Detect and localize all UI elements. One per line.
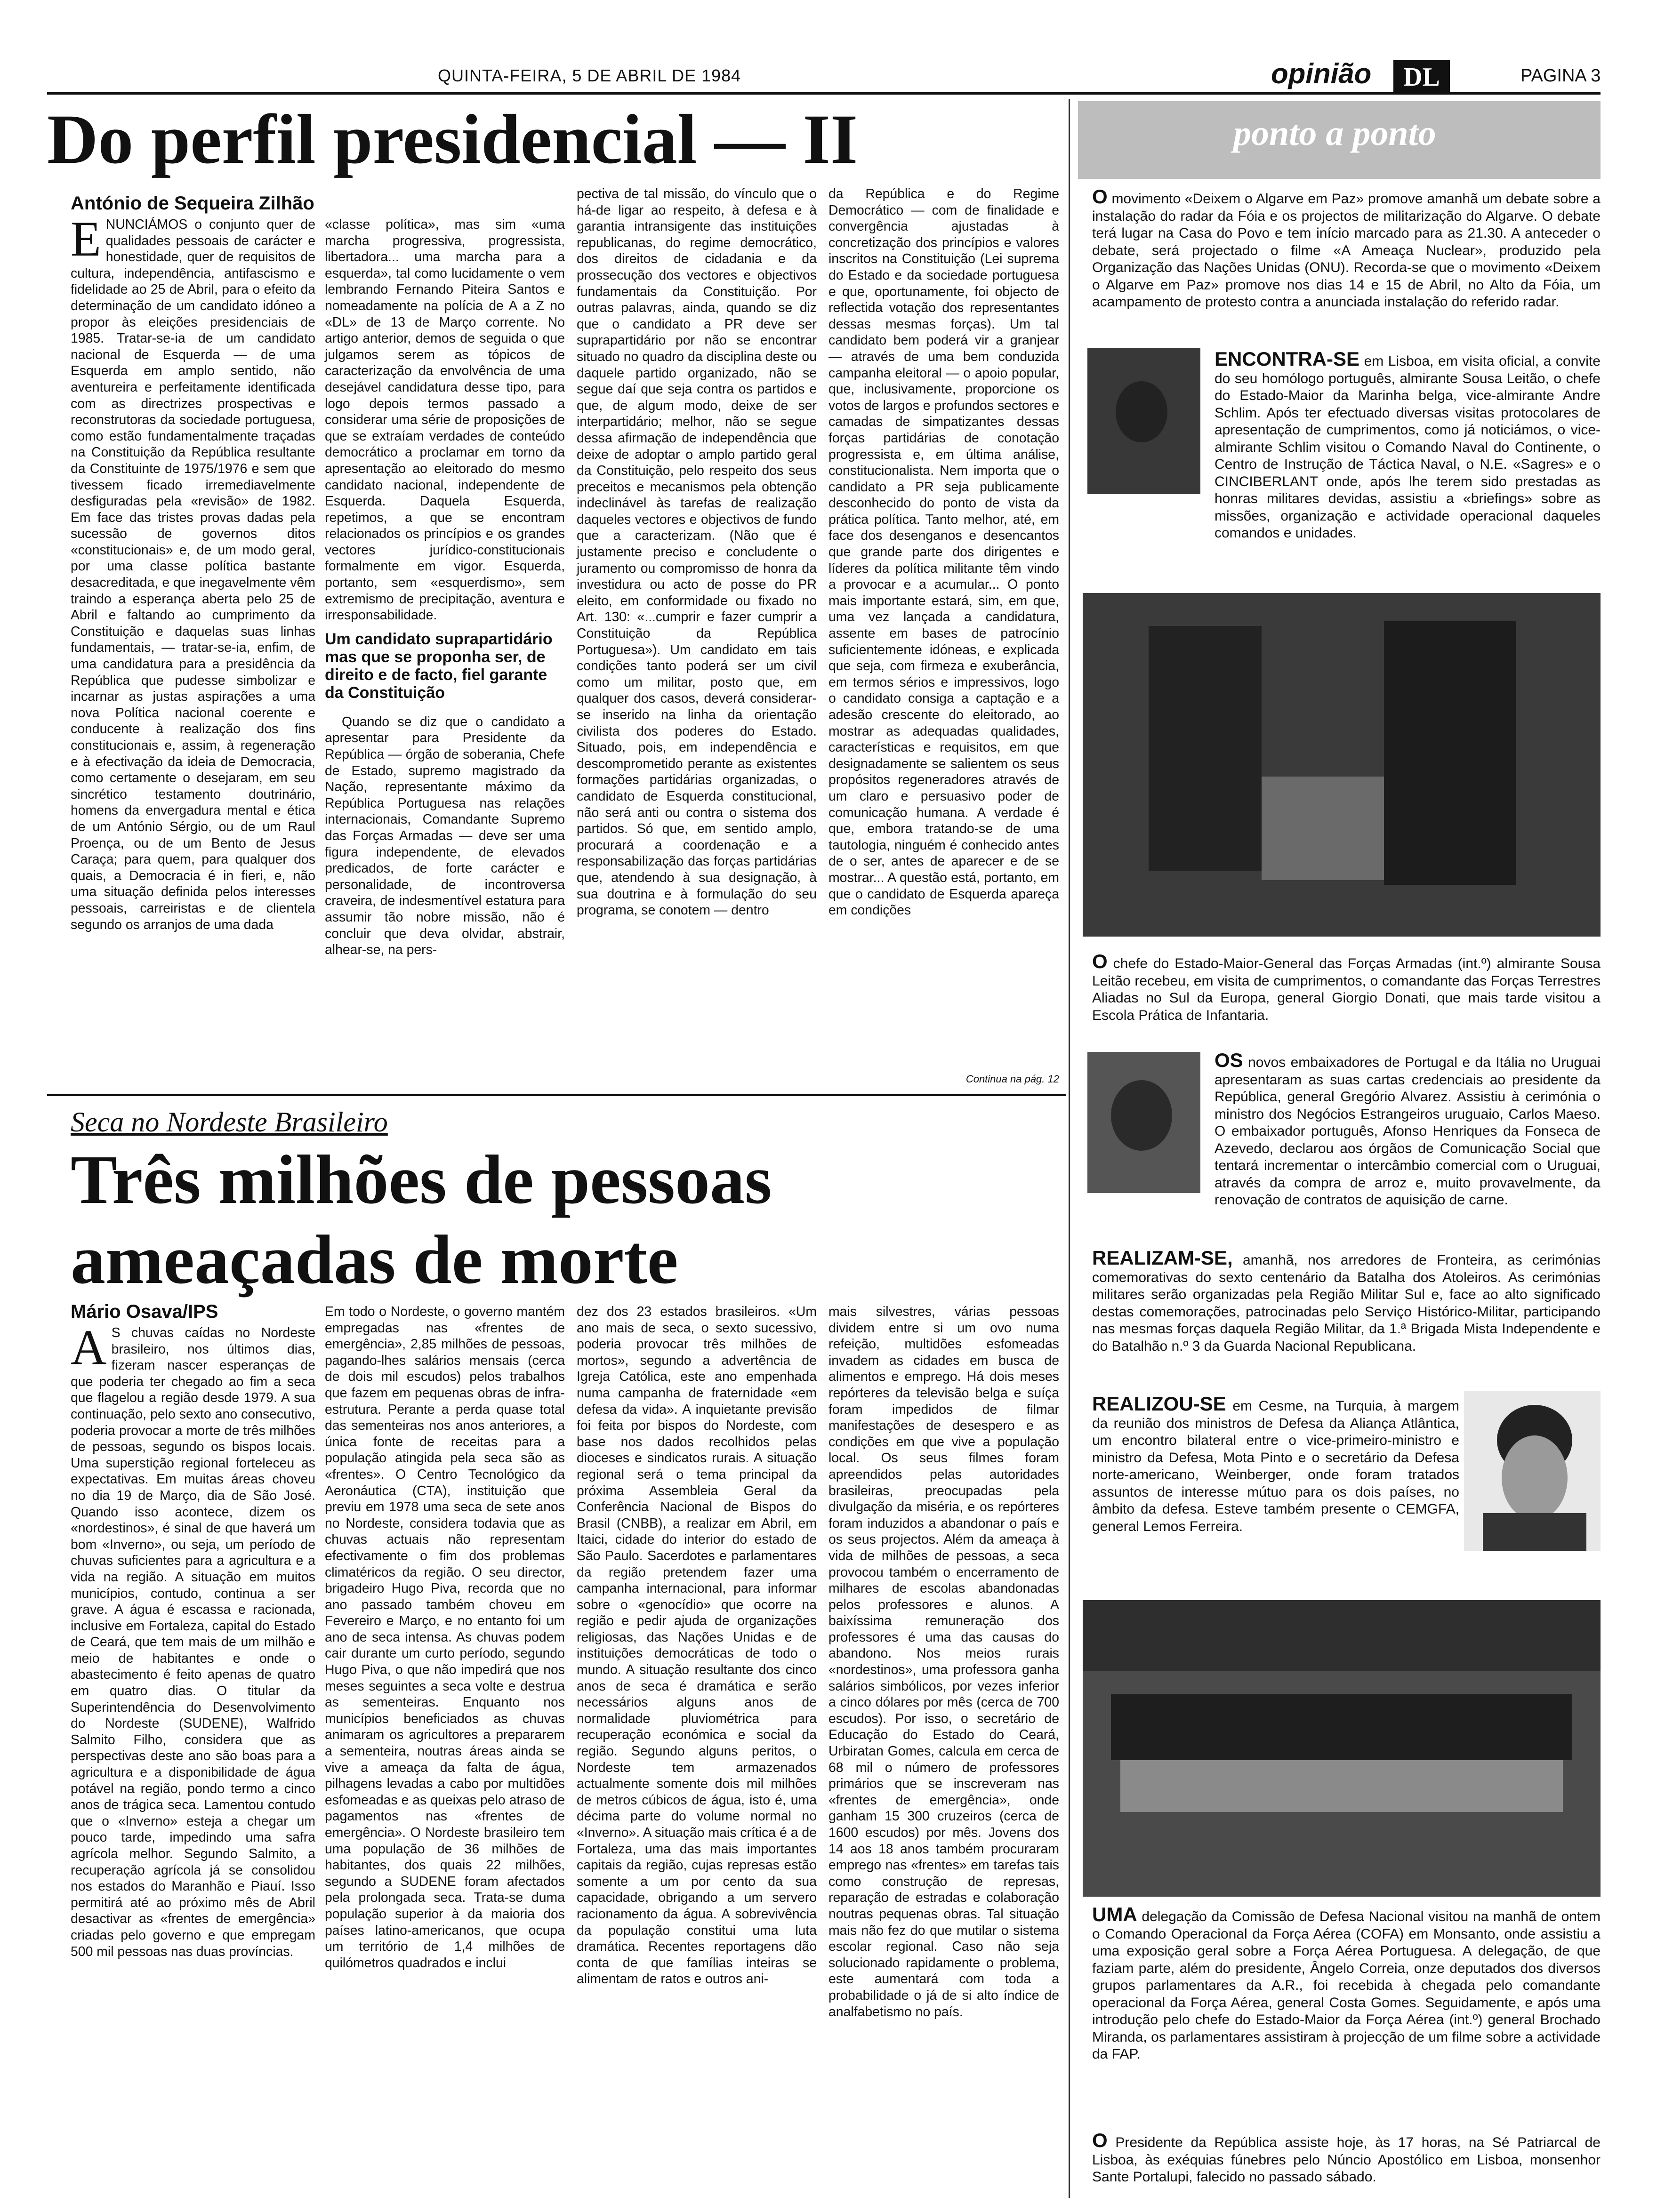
article2-byline: Mário Osava/IPS [71, 1301, 218, 1322]
brief-text: amanhã, nos arredores de Fronteira, as cerimónias comemorativas do sexto centenário da Batalha dos Atoleiros. As cerimónias militares serão organizadas pela Região Militar Sul e, face ao alto significado destas comemorações, patrocinadas pelo Serviço Histórico-Militar, participando nas mesmas forças daquela Região Militar, da 1.ª Brigada Mista Independente e do Batalhão n.º 3 da Guarda Nacional Republicana. [1092, 1252, 1601, 1354]
sidebar-title: ponto a ponto [1233, 113, 1436, 153]
brief-item [1092, 2129, 1601, 2193]
article1-col4-text: da República e do Regime Democrático — com de finalidade e convergência ajustadas à concretização dos princípios e valores inscritos na Constituição (Lei suprema do Estado e da sociedade portuguesa e que, oportunamente, foi objecto de reflectida votação dos representantes dessas mesmas forças). Um tal candidato bem poderá vir a granjear — através de uma bem conduzida campanha eleitoral — o apoio popular, que, inclusivamente, proporcione os votos de largos e profundos sectores e camadas de simpatizantes dessas forças partidárias de conotação progressista e, em última análise, constitucionalista. Nem importa que o candidato a PR seja publicamente desconhecido do ponto de vista da prática política. Tanto melhor, até, em face dos desenganos e desencantos que grande parte dos dirigentes e líderes da política militante têm vindo a provocar e a acumular... O ponto mais importante estará, sim, em que, uma vez lançada a candidatura, assente em bases de patrocínio suficientemente idóneas, e explicada que seja, com firmeza e exuberância, em termos sérios e impressivos, logo o candidato consiga a captação e a adesão crescente do eleitorado, ao mostrar as adequadas qualidades, características e requisitos, em que designadamente se salientem os seus propósitos regeneradores através de um claro e persuasivo poder de comunicação humana. A verdade é que, embora tratando-se de uma tautologia, ninguém é conhecido antes de o ser, antes de aparecer e de se mostrar... A questão está, portanto, em que o candidato de Esquerda apareça em condições [828, 186, 1059, 918]
brief-item [1092, 950, 1601, 1023]
portrait-head [1111, 1080, 1172, 1151]
brief-item [1092, 185, 1601, 362]
brief-text: novos embaixadores de Portugal e da Itália no Uruguai apresentaram as suas cartas credenciais ao presidente da República, general Gregório Alvarez. Assistiu à cerimónia o ministro dos Negócios Estrangeiros uruguaio, Carlos Maeso. O embaixador português, Afonso Henriques da Fonseca de Azevedo, declarou aos órgãos de Comunicação Social que tentará incrementar o intercâmbio comercial com o Uruguai, através da compra de arroz e, muito provavelmente, da renovação de contratos de aquisição de carne. [1215, 1055, 1601, 1208]
brief-lead: ENCONTRA-SE [1215, 348, 1360, 370]
header-rule [47, 92, 1601, 95]
brief-text: delegação da Comissão de Defesa Nacional visitou na manhã de ontem o Comando Operacional da Força Aérea (COFA) em Monsanto, onde assistiu a uma exposição geral sobre a Força Aérea Portuguesa. A delegação, de que faziam parte, além do presidente, Ângelo Correia, onze deputados dos diversos grupos parlamentares da A.R., foi recebida à chegada pelo comandante operacional da Força Aérea, general Costa Gomes. Seguidamente, e após uma introdução pelo chefe do Estado-Maior da Força Aérea (int.º) general Brochado Miranda, os parlamentares assistiram à projecção de um filme sobre a actividade da FAP. [1092, 1909, 1601, 2062]
figure-left [1149, 626, 1262, 871]
photo-military-meeting [1083, 593, 1601, 937]
brief-text: em Lisboa, em visita oficial, a convite do seu homólogo português, almirante Sousa Leitão, o chefe do Estado-Maior da Marinha belga, vice-almirante Andre Schlim. Após ter efectuado diversas visitas protocolares de apresentação de cumprimentos, como já noticiámos, o vice-almirante Schlim visitou o Comando Naval do Continente, o Centro de Instrução de Táctica Naval, o N.E. «Sagres» e o CINCIBERLANT onde, após lhe terem sido prestadas as honras militares devidas, assistiu a «briefings» sobre as missões, organização e actividade operacional daqueles comandos e unidades. [1215, 353, 1601, 541]
brief-text: em Cesme, na Turquia, à margem da reunião dos ministros de Defesa da Aliança Atlântica, um encontro bilateral entre o vice-primeiro-ministro e ministro da Defesa, Mota Pinto e o secretário da Defesa norte-americano, Weinberger, onde foram tratados assuntos de interesse mútuo para os dois países, no âmbito da defesa. Esteve também presente o CEMGFA, general Lemos Ferreira. [1092, 1398, 1459, 1534]
article1-title: Do perfil presidencial — II [47, 100, 858, 178]
brief-item [1092, 1903, 1601, 2120]
brief-lead: REALIZAM-SE, [1092, 1247, 1233, 1269]
article1-column-4 [828, 186, 1059, 1073]
photo-admiral-schlim [1087, 348, 1200, 494]
article1-byline: António de Sequeira Zilhão [71, 193, 314, 214]
article1-col1-text: NUNCIÁMOS o conjunto quer de qualidades pessoais de carácter e honestidade, quer de requisitos de cultura, independência, antifascismo e fidelidade ao 25 de Abril, para o efeito da determinação de um candidato idóneo a propor às eleições presidenciais de 1985. Tratar-se-ia de um candidato nacional de Esquerda — de uma Esquerda em amplo sentido, não aventureira e perfeitamente identificada com as directrizes prospectivas e reconstrutoras da sociedade portuguesa, como estão fundamentalmente traçadas na Constituição da República resultante da Constituinte de 1975/1976 e sem que tivessem ficado irremediavelmente desfiguradas pela «revisão» de 1982. Em face das tristes provas dadas pela sucessão de governos ditos «constitucionais» e, de um modo geral, por uma classe política bastante desacreditada, e que inegavelmente vêm traindo a esperança aberta pelo 25 de Abril e faltando ao cumprimento da Constituição e daquelas suas linhas fundamentais, — tratar-se-ia, enfim, de uma candidatura para a presidência da República que pudesse simbolizar e incarnar as justas aspirações a uma nova Política nacional coerente e conducente à realização dos fins constitucionais e, assim, à regeneração e à efectivação da ideia de Democracia, como certamente o desejaram, em seu sincrético testamento doutrinário, homens da envergadura mental e ética de um António Sérgio, ou de um Raul Proença, ou de um Bento de Jesus Caraça; para quem, para qualquer dos quais, a Democracia é in fieri, e, não uma situação definida pelos interesses pessoais, carreiristas e de clientela segundo os arranjos de uma dada [71, 217, 315, 932]
wall [1083, 1600, 1601, 1671]
conference-table [1120, 1755, 1563, 1812]
photo-parliament-delegation [1083, 1600, 1601, 1897]
portrait-head [1116, 381, 1167, 442]
article1-dropcap: E [71, 211, 101, 266]
brief-lead: O [1092, 185, 1108, 208]
article1-col2b-text: Quando se diz que o candidato a apresentar para Presidente da República — órgão de soberania, Chefe de Estado, supremo magistrado da Nação, representante máximo da República Portuguesa nas relações internacionais, Comandante Supremo das Forças Armadas — deve ser uma figura independente, de elevados predicados, de forte carácter e personalidade, de incontroversa craveira, de indesmentível estatura para assumir tão nobre missão, não é concluir que deva olvidar, abstrair, alhear-se, na pers- [325, 714, 565, 958]
article1-subhead: Um candidato suprapartidário mas que se proponha ser, de direito e de facto, fiel garante da Constituição [325, 630, 553, 702]
brief-item [1092, 1247, 1601, 1372]
photo-mota-pinto [1464, 1391, 1601, 1551]
article2-column-1 [71, 1320, 315, 2191]
brief-lead: OS [1215, 1049, 1243, 1071]
sidebar-divider [1069, 99, 1070, 2198]
article1-column-1 [71, 211, 315, 1092]
section-name: opinião [1271, 58, 1372, 89]
article1-column-2 [325, 216, 565, 1092]
article2-column-4 [828, 1304, 1059, 2191]
brief-text: Presidente da República assiste hoje, às 17 horas, na Sé Patriarcal de Lisboa, às exéquias fúnebres pelo Núncio Apostólico em Lisboa, monsenhor Sante Portalupi, falecido no passado sábado. [1092, 2135, 1601, 2185]
article2-title-line2: ameaçadas de morte [71, 1221, 678, 1298]
newspaper-logo: DL [1393, 60, 1450, 94]
brief-item [1092, 1395, 1459, 1570]
brief-text: chefe do Estado-Maior-General das Forças Armadas (int.º) almirante Sousa Leitão recebeu, em visita de cumprimentos, o comandante das Forças Terrestres Aliadas no Sul da Europa, general Giorgio Donati, que mais tarde visitou a Escola Prática de Infantaria. [1092, 956, 1601, 1023]
brief-lead: REALIZOU-SE [1092, 1393, 1226, 1415]
article1-col2a-text: «classe política», mas sim «uma marcha progressiva, progressista, libertadora... uma marcha para a esquerda», tal como lucidamente o vem lembrando Fernando Piteira Santos e nomeadamente na polícia de A a Z no «DL» de 13 de Março corrente. No artigo anterior, demos de seguida o que julgamos serem as tópicos de caracterização da envolvência de uma desejável candidatura desse tipo, para logo depois termos passado a considerar uma série de proposições de que se extraíam verdades de conteúdo democrático a proclamar em torno da apresentação ao eleitorado do mesmo candidato nacional, independente de Esquerda. Daquela Esquerda, repetimos, a que se encontram relacionados os princípios e os grandes vectores jurídico-constitucionais formalmente em vigor. Esquerda, portanto, sem «esquerdismo», sem extremismo de precipitação, aventura e irresponsabilidade. [325, 217, 565, 623]
article2-column-3 [577, 1304, 817, 2191]
photo-ambassador [1087, 1052, 1200, 1193]
article1-column-3 [577, 186, 817, 1092]
issue-date: QUINTA-FEIRA, 5 DE ABRIL DE 1984 [438, 66, 741, 85]
article2-col4-text: mais silvestres, várias pessoas dividem entre si um ovo numa refeição, multidões esfomeadas invadem as cidades em busca de alimentos e emprego. Há dois meses repórteres da televisão belga e suíça foram impedidos de filmar manifestações de desespero e as condições em que vive a população local. Os seus filmes foram apreendidos pelas autoridades brasileiras, preocupadas pela divulgação da miséria, e os repórteres foram induzidos a abandonar o país e os seus projectos. Além da ameaça à vida de milhões de pessoas, a seca provocou também o encerramento de milhares de escolas abandonadas pelos professores e alunos. A baixíssima remuneração dos professores é uma das causas do abandono. Nos meios rurais «nordestinos», uma professora ganha salários simbólicos, por vezes inferior a cinco dólares por mês (cerca de 700 escudos). Por isso, o secretário de Educação do Estado do Ceará, Urbiratan Gomes, calcula em cerca de 68 mil o número de professores primários que se inscreveram nas «frentes de emergência», onde ganham 15 300 cruzeiros (cerca de 1600 escudos) por mês. Jovens dos 14 aos 18 anos também procuraram emprego nas «frentes» em tarefas tais como construção de represas, reparação de estradas e colaboração noutras pequenas obras. Tal situação mais não fez do que mutilar o sistema escolar regional. Caso não seja solucionado rapidamente o problema, este aumentará com toda a probabilidade o já de si alto índice de analfabetismo no país. [828, 1304, 1059, 2020]
page-number: PAGINA 3 [1520, 66, 1601, 86]
table [1262, 777, 1384, 880]
brief-item [1215, 348, 1601, 541]
article2-title-line1: Três milhões de pessoas [71, 1141, 772, 1218]
article1-col3-text: pectiva de tal missão, do vínculo que o há-de ligar ao respeito, à defesa e à garantia intransigente das instituições republicanas, do regime democrático, dos direitos de cidadania e da prossecução dos vectores e objectivos fundamentais da Constituição. Por outras palavras, ainda, quando se diz que o candidato a PR deve ser suprapartidário por não se encontrar situado no quadro da disciplina deste ou daquele partido organizado, não se segue daí que seja contra os partidos e que, de algum modo, deixe de ser interpartidário; melhor, não se segue dessa afirmação de independência que deixe de adoptar o amplo partido geral da Constituição, pelo respeito dos seus preceitos e mecanismos pela obtenção indeclinável às tarefas de realização daqueles vectores e objectivos de fundo que a caracterizam. (Não que é justamente preciso e concludente o juramento ou compromisso de honra da investidura ou acto de posse do PR eleito, em conformidade ou fixado no Art. 130: «...cumprir e fazer cumprir a Constituição da República Portuguesa»). Um candidato em tais condições tanto poderá ser um civil como um militar, posto que, em qualquer dos casos, deverá considerar-se inserido na linha da orientação civilista dos poderes do Estado. Situado, pois, em independência e descomprometido perante as existentes formações partidárias organizadas, o candidato de Esquerda constitucional, não será anti ou contra o sistema dos partidos. Só que, em sentido amplo, procurará a coordenação e a responsabilização das forças partidárias que, atendendo à sua designação, à sua doutrina e à formulação do seu programa, se conotem — dentro [577, 186, 817, 918]
article1-continued: Continua na pág. 12 [965, 1073, 1059, 1085]
brief-lead: O [1092, 950, 1108, 972]
portrait-suit [1483, 1513, 1586, 1551]
section-divider [47, 1094, 1066, 1096]
article2-kicker: Seca no Nordeste Brasileiro [71, 1106, 388, 1138]
brief-text: movimento «Deixem o Algarve em Paz» promove amanhã um debate sobre a instalação do radar da Fóia e os projectos de militarização do Algarve. O debate terá lugar na Casa do Povo e tem início marcado para as 21.30. A anteceder o debate, será projectado o filme «A Ameaça Nuclear», produzido pela Organização das Nações Unidas (ONU). Recorda-se que o movimento «Deixem o Algarve em Paz» promove nos dias 14 e 15 de Abril, no Alto da Fóia, um acampamento de protesto contra a anunciada instalação do referido radar. [1092, 191, 1601, 310]
figure-right [1384, 621, 1516, 885]
article2-column-2 [325, 1304, 565, 2191]
brief-item [1215, 1049, 1601, 1212]
article2-dropcap: A [71, 1320, 107, 1375]
seated-people [1111, 1694, 1572, 1760]
article2-col1-text: S chuvas caídas no Nordeste brasileiro, nos últimos dias, fizeram nascer esperanças de que poderia ter chegado ao fim a seca que flagelou a região desde 1979. A sua continuação, pelo sexto ano consecutivo, poderia provocar a morte de três milhões de pessoas, segundo os bispos locais. Uma superstição regional forteleceu as expectativas. Em muitas áreas choveu no dia 19 de Março, dia de São José. Quando isso acontece, dizem os «nordestinos», é sinal de que haverá um bom «Inverno», ou seja, um período de chuvas suficientes para a agricultura e a vida na região. A situação em muitos municípios, contudo, continua a ser grave. A água é escassa e racionada, inclusive em Fortaleza, capital do Estado de Ceará, que tem mais de um milhão e meio de habitantes e onde o abastecimento é feito apenas de quatro em quatro dias. O titular da Superintendência do Desenvolvimento do Nordeste (SUDENE), Walfrido Salmito Filho, considera que as perspectivas deste ano são boas para a agricultura e a disponibilidade de água potável na região, pondo termo a cinco anos de trágica seca. Lamentou contudo que o «Inverno» esteja a chegar um pouco tarde, impedindo uma safra agrícola melhor. Segundo Salmito, a recuperação agrícola já se consolidou nos estados do Maranhão e Piauí. Isso permitirá até ao próximo mês de Abril desactivar as «frentes de emergência» criadas pelo governo e que empregam 500 mil pessoas nas duas províncias. [71, 1325, 315, 1959]
article2-col3-text: dez dos 23 estados brasileiros. «Um ano mais de seca, o sexto sucessivo, poderia provocar três milhões de mortos», segundo a advertência de Igreja Católica, este ano empenhada numa campanha de fraternidade «em defesa da vida». A inquietante previsão foi feita por bispos do Nordeste, com base nos dados recolhidos pelas dioceses e sindicatos rurais. A situação regional será o tema principal da próxima Assembleia Geral da Conferência Nacional de Bispos do Brasil (CNBB), a realizar em Abril, em Itaici, cidade do interior do estado de São Paulo. Sacerdotes e parlamentares da região pretendem fazer uma campanha internacional, para informar sobre o «genocídio» que ocorre na região e pedir ajuda de organizações religiosas, das Nações Unidas e de instituições democráticas de todo o mundo. A situação resultante dos cinco anos de seca é dramática e serão necessários alguns anos de normalidade pluviométrica para recuperação económica e social da região. Segundo alguns peritos, o Nordeste tem armazenados actualmente somente dois mil milhões de metros cúbicos de água, isto é, uma décima parte do volume normal no «Inverno». A situação mais crítica é a de Fortaleza, uma das mais importantes capitais da região, cujas represas estão somente a um por cento da sua capacidade, obrigando a um servero racionamento da água. A sobrevivência da população constitui uma luta dramática. Recentes reportagens dão conta de que famílias inteiras se alimentam de ratos e outros ani- [577, 1304, 817, 1987]
portrait-face [1502, 1435, 1568, 1520]
brief-lead: UMA [1092, 1903, 1137, 1925]
article2-col2-text: Em todo o Nordeste, o governo mantém empregadas nas «frentes de emergência», 2,85 milhões de pessoas, pagando-lhes salários mensais (cerca de dois mil escudos) pelos trabalhos que fazem em pequenas obras de infra-estrutura. Perante a perda quase total das sementeiras nos anos anteriores, a única fonte de receitas para a população atingida pela seca são as «frentes». O Centro Tecnológico da Aeronáutica (CTA), instituição que previu em 1978 uma seca de sete anos no Nordeste, considera todavia que as chuvas actuais não representam efectivamente o fim dos problemas climatéricos da região. O seu director, brigadeiro Hugo Piva, recorda que no ano passado também choveu em Fevereiro e Março, e no entanto foi um ano de seca intensa. As chuvas podem cair durante um curto período, segundo Hugo Piva, o que não impedirá que nos meses seguintes a seca volte e destrua as sementeiras. Enquanto nos municípios beneficiados as chuvas animaram os agricultores a prepararem a sementeira, noutras áreas ainda se vive a ameaça da falta de água, pilhagens levadas a cabo por multidões esfomeadas e as queixas pelo atraso de pagamentos nas «frentes de emergência». O Nordeste brasileiro tem uma população de 36 milhões de habitantes, dos quais 22 milhões, segundo a SUDENE foram afectados pela prolongada seca. Trata-se duma população superior à da maioria dos países latino-americanos, que ocupa um território de 1,4 milhões de quilómetros quadrados e inclui [325, 1304, 565, 1971]
brief-lead: O [1092, 2129, 1108, 2151]
